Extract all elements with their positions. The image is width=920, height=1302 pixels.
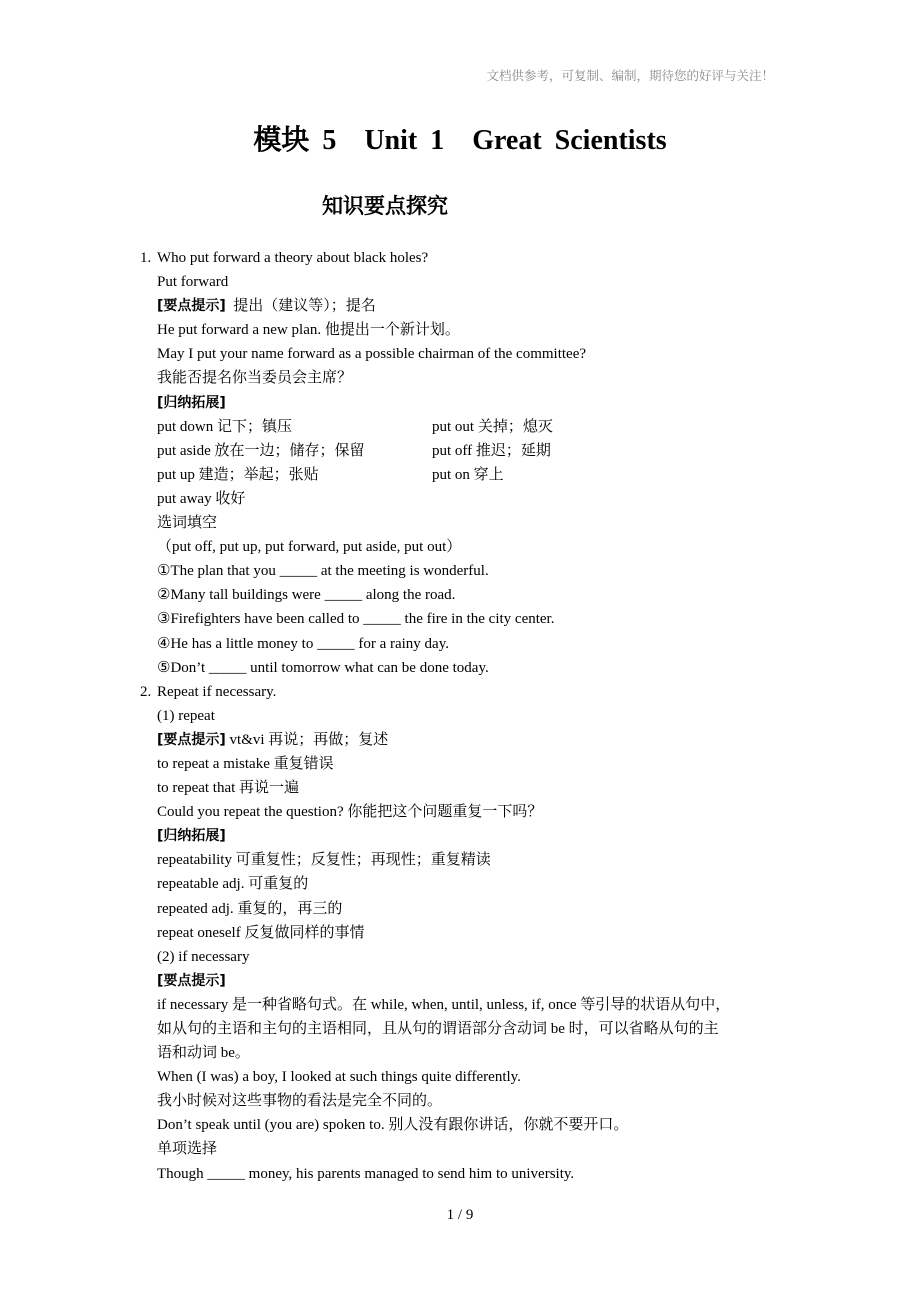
key-point-line xyxy=(140,728,780,752)
phrase: put aside 放在一边；储存；保留 xyxy=(157,442,365,459)
phrase: put away 收好 xyxy=(157,490,246,507)
phrase-row xyxy=(140,415,780,439)
word-options: （put off, put up, put forward, put aside, put out） xyxy=(157,539,462,556)
example: to repeat that 再说一遍 xyxy=(157,780,300,797)
example: Could you repeat the question? 你能把这个问题重复一下吗？ xyxy=(157,804,543,821)
exercise-item: Though _____ money, his parents managed to send him to university. xyxy=(157,1165,575,1182)
sub-heading: (2) if necessary xyxy=(157,948,250,965)
key-point-line xyxy=(140,294,780,318)
key-point-tag: [要点提示] xyxy=(157,972,226,989)
exercise-item: ③Firefighters have been called to _____ the fire in the city center. xyxy=(157,611,555,628)
example: He put forward a new plan. 他提出一个新计划。 xyxy=(157,322,460,339)
page-title: 模块 5 Unit 1 Great Scientists xyxy=(253,125,667,156)
phrase: put off 推迟；延期 xyxy=(432,442,551,459)
question-2 xyxy=(140,680,780,704)
key-point-tag: [要点提示] xyxy=(157,298,226,315)
exercise-item: ④He has a little money to _____ for a rainy day. xyxy=(157,635,449,652)
extension-item: repeat oneself 反复做同样的事情 xyxy=(157,924,365,941)
example: When (I was) a boy, I looked at such things quite differently. xyxy=(157,1069,521,1086)
explanation-line: if necessary 是一种省略句式。在 while, when, until, unless, if, once 等引导的状语从句中， xyxy=(157,996,731,1013)
example: to repeat a mistake 重复错误 xyxy=(157,755,334,772)
exercise-item: ⑤Don’t _____ until tomorrow what can be done today. xyxy=(157,659,489,676)
task-heading: 选词填空 xyxy=(157,515,218,532)
phrase-row xyxy=(140,439,780,463)
phrase: put out 关掉；熄灭 xyxy=(432,418,553,435)
question-number: 2. xyxy=(140,683,152,700)
extension-item: repeatable adj. 可重复的 xyxy=(157,876,309,893)
explanation-line: 语和动词 be。 xyxy=(157,1045,250,1062)
exercise-item: ①The plan that you _____ at the meeting is wonderful. xyxy=(157,563,489,580)
meaning: vt&vi 再说；再做；复述 xyxy=(225,731,389,748)
question-number: 1. xyxy=(140,250,152,266)
example: May I put your name forward as a possible chairman of the committee? xyxy=(157,346,587,363)
key-point-tag: [要点提示] xyxy=(157,731,226,748)
document-body xyxy=(140,246,780,1186)
section-subtitle: 知识要点探究 xyxy=(322,194,448,218)
extension-tag: [归纳拓展] xyxy=(157,828,226,845)
question-text: Repeat if necessary. xyxy=(157,683,277,700)
extension-tag-line xyxy=(140,824,780,848)
term: Put forward xyxy=(157,274,229,291)
meaning: 提出（建议等）；提名 xyxy=(233,298,376,315)
page-number: 1 / 9 xyxy=(446,1207,474,1223)
phrase-row xyxy=(140,463,780,487)
phrase: put down 记下；镇压 xyxy=(157,418,293,435)
extension-tag: [归纳拓展] xyxy=(157,394,226,411)
question-1 xyxy=(140,246,780,270)
extension-item: repeatability 可重复性；反复性；再现性；重复精读 xyxy=(157,852,491,869)
explanation-line: 如从句的主语和主句的主语相同，且从句的谓语部分含动词 be 时，可以省略从句的主 xyxy=(157,1021,719,1037)
phrase: put up 建造；举起；张贴 xyxy=(157,466,319,483)
extension-item: repeated adj. 重复的，再三的 xyxy=(157,900,343,917)
example-translation: 我小时候对这些事物的看法是完全不同的。 xyxy=(157,1093,443,1110)
example: Don’t speak until (you are) spoken to. 别人没有跟你讲话，你就不要开口。 xyxy=(157,1117,629,1134)
phrase: put on 穿上 xyxy=(432,466,504,483)
sub-heading: (1) repeat xyxy=(157,707,215,724)
extension-tag-line xyxy=(140,391,780,415)
example-translation: 我能否提名你当委员会主席？ xyxy=(157,370,353,387)
key-point-tag-line xyxy=(140,969,780,993)
exercise-item: ②Many tall buildings were _____ along the road. xyxy=(157,587,456,604)
page-header-note: 文档供参考，可复制、编制，期待您的好评与关注！ xyxy=(486,68,774,83)
question-text: Who put forward a theory about black holes? xyxy=(157,250,429,266)
task-heading: 单项选择 xyxy=(157,1141,218,1158)
